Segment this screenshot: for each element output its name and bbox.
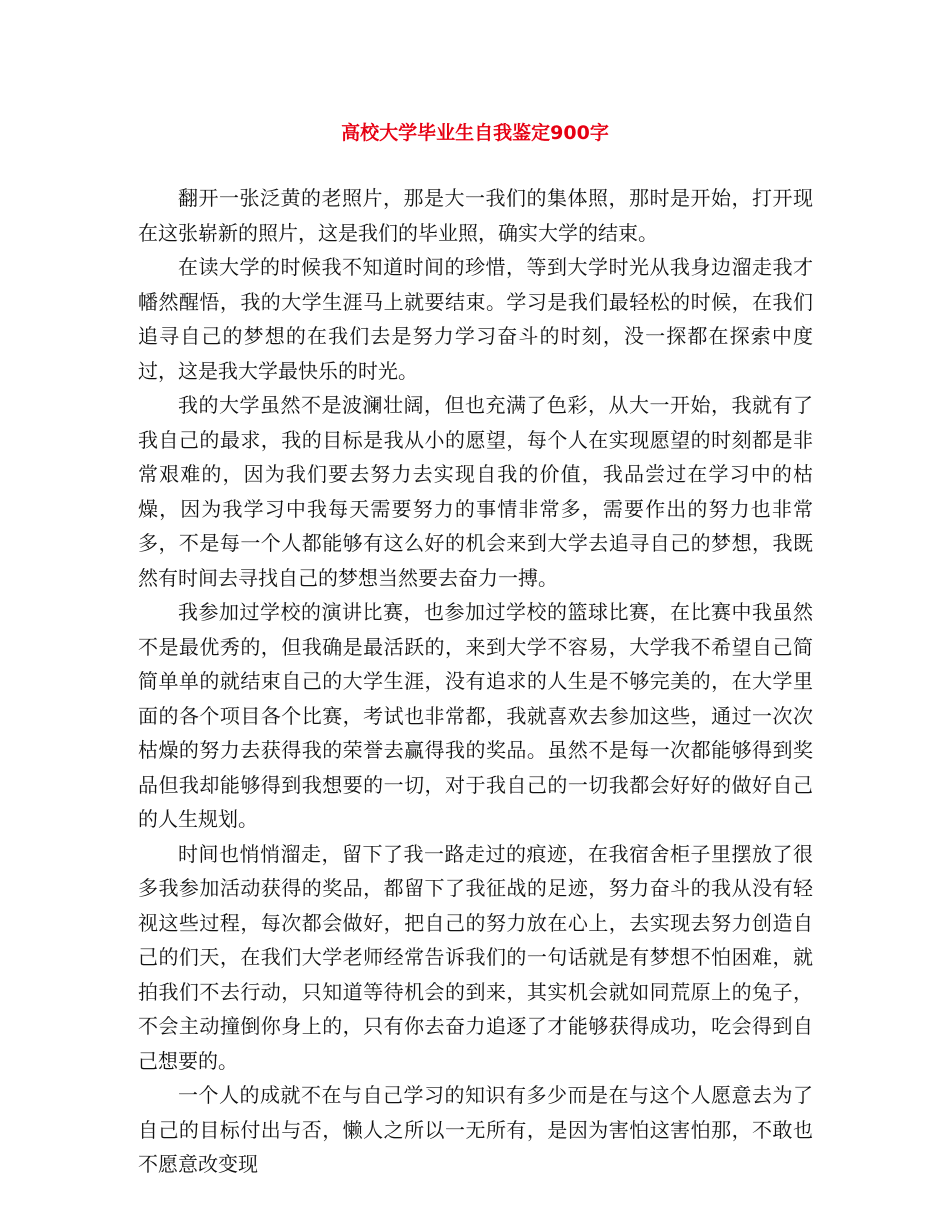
paragraph: 我的大学虽然不是波澜壮阔，但也充满了色彩，从大一开始，我就有了我自己的最求，我的目标是我从小的愿望，每个人在实现愿望的时刻都是非常艰难的，因为我们要去努力去实现自我的价值，我品尝过在学习中的枯燥，因为我学习中我每天需要努力的事情非常多，需要作出的努力也非常多，不是每一个人都能够有这么好的机会来到大学去追寻自己的梦想，我既然有时间去寻找自己的梦想当然要去奋力一搏。	[138, 393, 813, 590]
paragraph: 我参加过学校的演讲比赛，也参加过学校的篮球比赛，在比赛中我虽然不是最优秀的，但我确是最活跃的，来到大学不容易，大学我不希望自己简简单单的就结束自己的大学生涯，没有追求的人生是不够完美的，在大学里面的各个项目各个比赛，考试也非常都，我就喜欢去参加这些，通过一次次枯燥的努力去获得我的荣誉去赢得我的奖品。虽然不是每一次都能够得到奖品但我却能够得到我想要的一切，对于我自己的一切我都会好好的做好自己的人生规划。	[138, 600, 813, 831]
paragraph: 一个人的成就不在与自己学习的知识有多少而是在与这个人愿意去为了自己的目标付出与否，懒人之所以一无所有，是因为害怕这害怕那，不敢也不愿意改变现	[138, 1083, 813, 1176]
paragraph: 翻开一张泛黄的老照片，那是大一我们的集体照，那时是开始，打开现在这张崭新的照片，这是我们的毕业照，确实大学的结束。	[138, 186, 813, 245]
document-body	[138, 181, 813, 1182]
document-title: 高校大学毕业生自我鉴定900字	[341, 122, 609, 144]
paragraph: 时间也悄悄溜走，留下了我一路走过的痕迹，在我宿舍柜子里摆放了很多我参加活动获得的奖品，都留下了我征战的足迹，努力奋斗的我从没有轻视这些过程，每次都会做好，把自己的努力放在心上，去实现去努力创造自己的们天，在我们大学老师经常告诉我们的一句话就是有梦想不怕困难，就拍我们不去行动，只知道等待机会的到来，其实机会就如同荒原上的兔子，不会主动撞倒你身上的，只有你去奋力追逐了才能够获得成功，吃会得到自己想要的。	[138, 841, 813, 1073]
paragraph: 在读大学的时候我不知道时间的珍惜，等到大学时光从我身边溜走我才幡然醒悟，我的大学生涯马上就要结束。学习是我们最轻松的时候，在我们追寻自己的梦想的在我们去是努力学习奋斗的时刻，没一探都在探索中度过，这是我大学最快乐的时光。	[138, 255, 813, 383]
